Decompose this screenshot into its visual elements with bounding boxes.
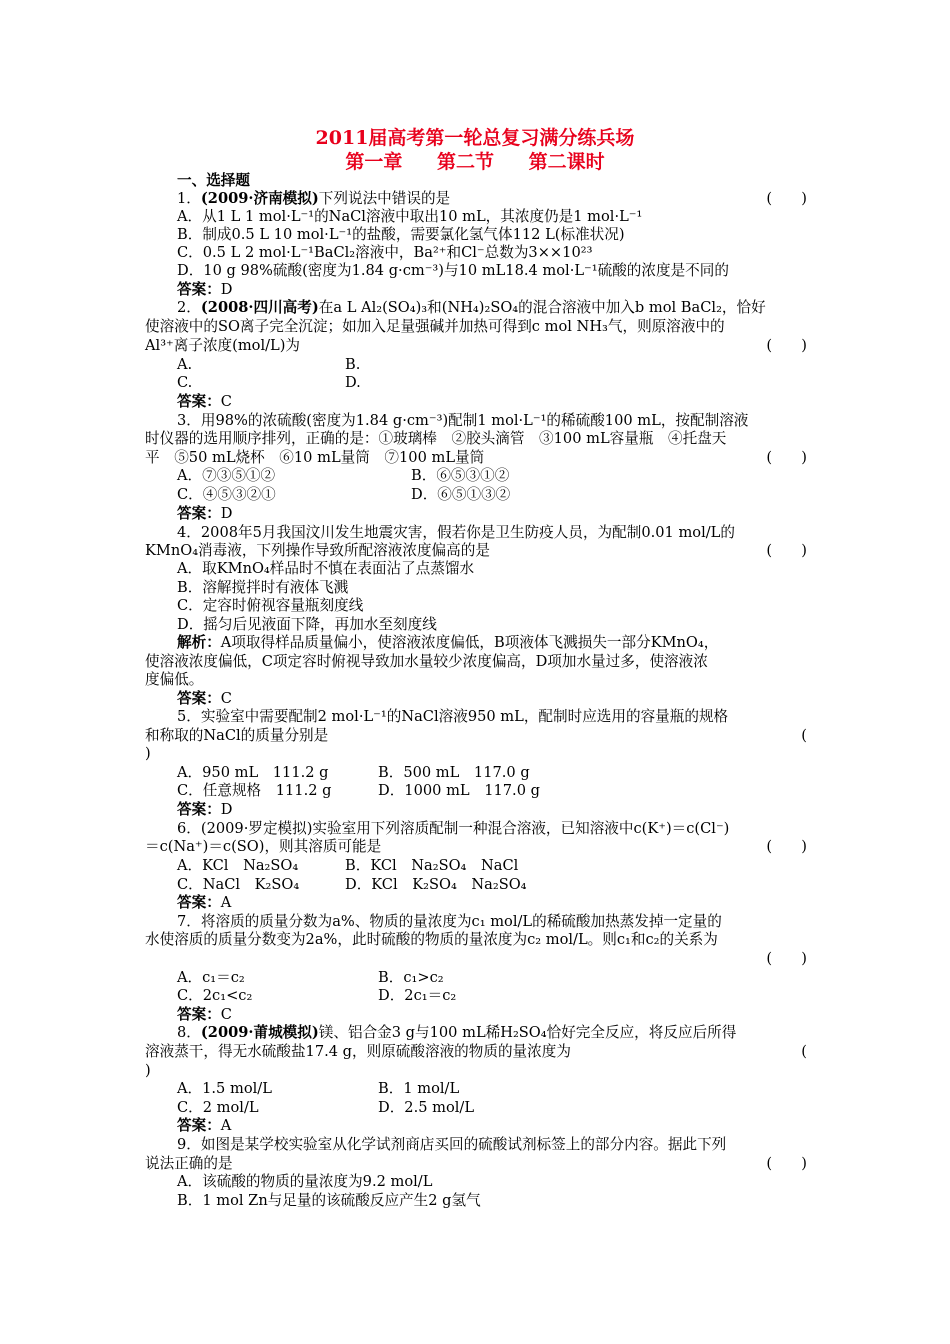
q4-option-a: A．取KMnO₄样品时不慎在表面沾了点蒸馏水	[177, 560, 475, 577]
q3-stem-line2: 时仪器的选用顺序排列，正确的是：①玻璃棒 ②胶头滴管 ③100 mL容量瓶 ④托盘天	[145, 430, 727, 447]
q5-option-b: B．500 mL 117.0 g	[378, 764, 530, 781]
q2-option-d: D.	[345, 374, 361, 391]
q5-answer: 答案：D	[177, 801, 233, 818]
q9-option-a: A．该硫酸的物质的量浓度为9.2 mol/L	[177, 1173, 433, 1190]
q5-stem-line2: 和称取的NaCl的质量分别是	[145, 727, 329, 744]
q5-stem-line1: 5．实验室中需要配制2 mol·L⁻¹的NaCl溶液950 mL，配制时应选用的容量瓶的规格	[177, 708, 729, 725]
q3-option-a: A．⑦③⑤①②	[177, 467, 276, 484]
q4-analysis-line3: 度偏低。	[145, 671, 204, 688]
q7-answer-paren: ( )	[766, 950, 807, 967]
q4-option-b: B．溶解搅拌时有液体飞溅	[177, 579, 349, 596]
q8-option-c: C．2 mol/L	[177, 1099, 259, 1116]
q2-option-c: C.	[177, 374, 193, 391]
q3-stem-line1: 3．用98%的浓硫酸(密度为1.84 g·cm⁻³)配制1 mol·L⁻¹的稀硫酸100 mL，按配制溶液	[177, 412, 749, 429]
q6-stem-line2: ＝c(Na⁺)＝c(SO)，则其溶质可能是	[145, 838, 382, 855]
q3-option-c: C．④⑤③②①	[177, 486, 276, 503]
q6-answer: 答案：A	[177, 894, 232, 911]
q4-stem-line2: KMnO₄消毒液，下列操作导致所配溶液浓度偏高的是	[145, 542, 490, 559]
q1-option-c: C．0.5 L 2 mol·L⁻¹BaCl₂溶液中，Ba²⁺和Cl⁻总数为3××10²³	[177, 244, 593, 261]
q7-answer: 答案：C	[177, 1006, 232, 1023]
q8-option-a: A．1.5 mol/L	[177, 1080, 272, 1097]
q6-option-d: D．KCl K₂SO₄ Na₂SO₄	[345, 876, 527, 893]
q9-stem-line1: 9．如图是某学校实验室从化学试剂商店买回的硫酸试剂标签上的部分内容。据此下列	[177, 1136, 727, 1153]
q4-answer: 答案：C	[177, 690, 232, 707]
q5-paren-open: (	[801, 727, 807, 744]
page-subtitle	[0, 151, 950, 173]
q7-stem-line2: 水使溶质的质量分数变为2a%，此时硫酸的物质的量浓度为c₂ mol/L。则c₁和c₂的关系为	[145, 931, 718, 948]
q1-option-b: B．制成0.5 L 10 mol·L⁻¹的盐酸，需要氯化氢气体112 L(标准状况)	[177, 226, 625, 243]
chapter-label: 第一章	[345, 151, 403, 173]
q1-option-a: A．从1 L 1 mol·L⁻¹的NaCl溶液中取出10 mL，其浓度仍是1 mol·L⁻¹	[177, 208, 643, 225]
q8-paren-close: )	[145, 1062, 151, 1079]
q7-option-c: C．2c₁<c₂	[177, 987, 253, 1004]
q1-stem: 1．(2009·济南模拟)下列说法中错误的是	[177, 190, 451, 207]
q1-option-d: D．10 g 98%硫酸(密度为1.84 g·cm⁻³)与10 mL18.4 mol·L⁻¹硫酸的浓度是不同的	[177, 262, 729, 279]
q8-stem-line1: 8．(2009·莆城模拟)镁、铝合金3 g与100 mL稀H₂SO₄恰好完全反应，将反应后所得	[177, 1024, 737, 1041]
q2-answer-paren: ( )	[766, 337, 807, 354]
q8-stem-line2: 溶液蒸干，得无水硫酸盐17.4 g，则原硫酸溶液的物质的量浓度为	[145, 1043, 571, 1060]
q3-answer: 答案：D	[177, 505, 233, 522]
q5-option-a: A．950 mL 111.2 g	[177, 764, 329, 781]
q5-option-d: D．1000 mL 117.0 g	[378, 782, 540, 799]
q7-option-a: A．c₁＝c₂	[177, 969, 245, 986]
q4-analysis-line2: 使溶液浓度偏低，C项定容时俯视导致加水量较少浓度偏高，D项加水量过多，使溶液浓	[145, 653, 708, 670]
q4-analysis-line1: 解析：A项取得样品质量偏小，使溶液浓度偏低，B项液体飞溅损失一部分KMnO₄，	[177, 634, 719, 651]
q7-option-b: B．c₁>c₂	[378, 969, 444, 986]
q2-stem-line3: Al³⁺离子浓度(mol/L)为	[145, 337, 301, 354]
q9-answer-paren: ( )	[766, 1155, 807, 1172]
q3-option-b: B．⑥⑤③①②	[411, 467, 510, 484]
lesson-label: 第二课时	[528, 151, 605, 173]
q3-answer-paren: ( )	[766, 449, 807, 466]
q6-stem-line1: 6．(2009·罗定模拟)实验室用下列溶质配制一种混合溶液，已知溶液中c(K⁺)＝c(Cl⁻)	[177, 820, 730, 837]
q8-option-b: B．1 mol/L	[378, 1080, 460, 1097]
section-label: 第二节	[436, 151, 494, 173]
q8-paren-open: (	[801, 1043, 807, 1060]
q3-stem-line3: 平 ⑤50 mL烧杯 ⑥10 mL量筒 ⑦100 mL量筒	[145, 449, 485, 466]
q2-option-b: B.	[345, 356, 361, 373]
q5-option-c: C．任意规格 111.2 g	[177, 782, 332, 799]
q6-option-c: C．NaCl K₂SO₄	[177, 876, 300, 893]
q1-answer: 答案：D	[177, 281, 233, 298]
q2-answer: 答案：C	[177, 393, 232, 410]
q8-option-d: D．2.5 mol/L	[378, 1099, 475, 1116]
q4-stem-line1: 4．2008年5月我国汶川发生地震灾害，假若你是卫生防疫人员，为配制0.01 mol/L的	[177, 524, 735, 541]
q6-option-a: A．KCl Na₂SO₄	[177, 857, 299, 874]
q2-option-a: A.	[177, 356, 193, 373]
q9-option-b: B．1 mol Zn与足量的该硫酸反应产生2 g氢气	[177, 1192, 481, 1209]
q7-option-d: D．2c₁＝c₂	[378, 987, 457, 1004]
q4-option-d: D．摇匀后见液面下降，再加水至刻度线	[177, 616, 437, 633]
q3-option-d: D．⑥⑤①③②	[411, 486, 511, 503]
q7-stem-line1: 7．将溶质的质量分数为a%、物质的量浓度为c₁ mol/L的稀硫酸加热蒸发掉一定量的	[177, 913, 722, 930]
q5-paren-close: )	[145, 745, 151, 762]
section-heading: 一、选择题	[177, 172, 250, 189]
q2-stem-line2: 使溶液中的SO离子完全沉淀；如加入足量强碱并加热可得到c mol NH₃气，则原溶液中的	[145, 318, 725, 335]
q4-option-c: C．定容时俯视容量瓶刻度线	[177, 597, 364, 614]
q4-answer-paren: ( )	[766, 542, 807, 559]
page-title: 2011届高考第一轮总复习满分练兵场	[315, 127, 635, 149]
q6-answer-paren: ( )	[766, 838, 807, 855]
q9-stem-line2: 说法正确的是	[145, 1155, 233, 1172]
q8-answer: 答案：A	[177, 1117, 232, 1134]
q6-option-b: B．KCl Na₂SO₄ NaCl	[345, 857, 519, 874]
q2-stem-line1: 2．(2008·四川高考)在a L Al₂(SO₄)₃和(NH₄)₂SO₄的混合溶液中加入b mol BaCl₂，恰好	[177, 299, 766, 316]
q1-answer-paren: ( )	[766, 190, 807, 207]
